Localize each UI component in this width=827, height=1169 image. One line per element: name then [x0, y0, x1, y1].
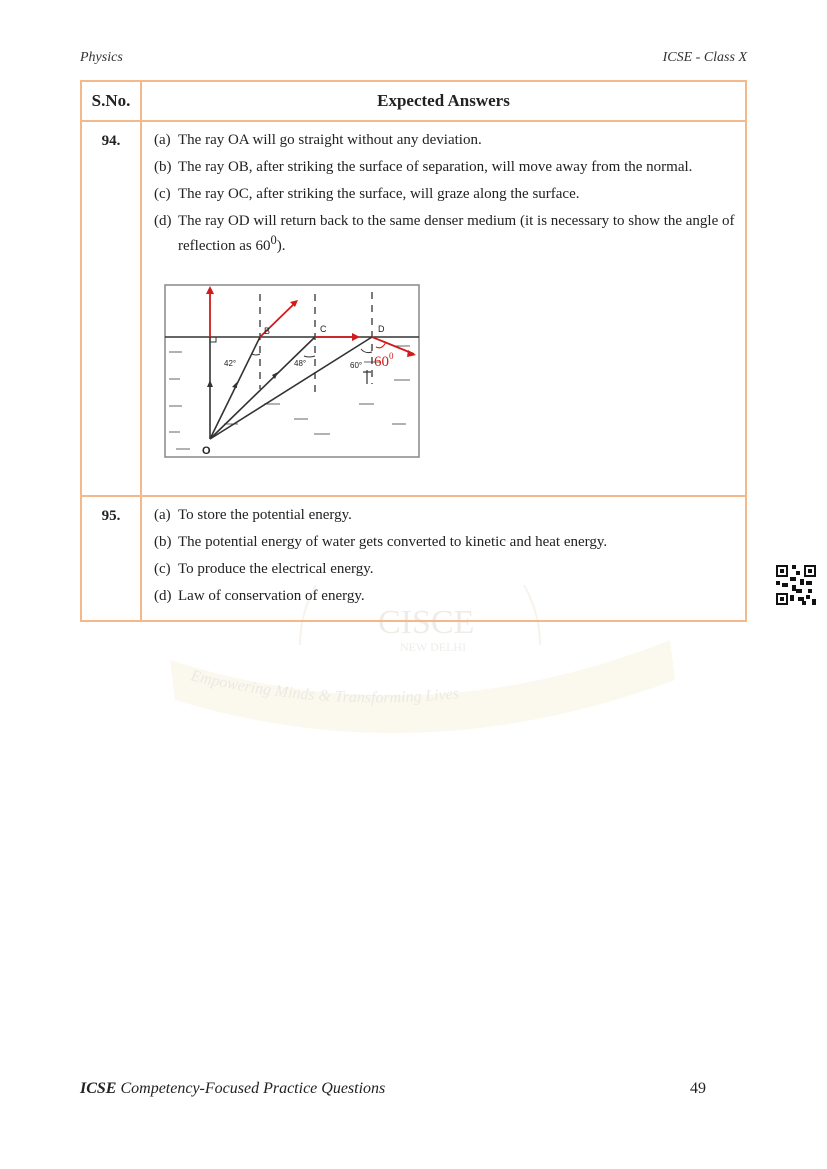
degree-superscript: 0 — [270, 233, 277, 247]
answer-item — [154, 506, 737, 525]
table-row — [81, 496, 746, 621]
running-header-class: ICSE - Class X — [662, 50, 747, 65]
label-o: O — [202, 445, 211, 457]
item-text — [178, 212, 737, 256]
item-text: Law of conservation of energy. — [178, 588, 365, 604]
item-text: To store the potential energy. — [178, 507, 352, 523]
page-number: 49 — [690, 1080, 706, 1097]
watermark-motto: Empowering Minds & Transforming Lives — [189, 667, 460, 707]
label-b: B — [264, 326, 271, 336]
question-number: 95. — [81, 496, 141, 621]
running-header-subject: Physics — [80, 50, 123, 65]
answer-item — [154, 533, 737, 552]
item-text: The ray OB, after striking the surface of separation, will move away from the normal. — [178, 159, 693, 175]
label-d: D — [378, 324, 385, 334]
item-text: The ray OC, after striking the surface, will graze along the surface. — [178, 186, 580, 202]
answer-item — [154, 185, 737, 204]
watermark-title: CISCE — [378, 604, 475, 641]
angle-label-42: 42° — [224, 359, 237, 368]
item-label: (b) — [154, 159, 172, 175]
question-number: 94. — [81, 121, 141, 496]
watermark-subtitle: NEW DELHI — [400, 640, 467, 654]
item-label: (b) — [154, 534, 172, 550]
item-text: The potential energy of water gets converted to kinetic and heat energy. — [178, 534, 608, 550]
answer-item — [154, 131, 737, 150]
expected-answers-table — [80, 80, 747, 622]
header-expected-answers: Expected Answers — [141, 81, 746, 121]
answer-item — [154, 560, 737, 579]
answer-cell — [141, 121, 746, 496]
item-text: The ray OA will go straight without any deviation. — [178, 132, 482, 148]
label-c: C — [320, 324, 327, 334]
table-row — [81, 121, 746, 496]
item-label: (a) — [154, 507, 171, 523]
angle-label-48: 48° — [294, 359, 307, 368]
item-text: To produce the electrical energy. — [178, 561, 374, 577]
diagram-frame — [165, 285, 419, 457]
angle-label-60: 60° — [350, 361, 363, 370]
answer-item — [154, 212, 737, 256]
reflection-angle-label: $60^0$ — [374, 351, 394, 370]
header-sno: S.No. — [81, 81, 141, 121]
answer-cell — [141, 496, 746, 621]
answer-item — [154, 587, 737, 606]
item-label: (c) — [154, 186, 171, 202]
refraction-diagram — [164, 284, 420, 459]
table-header-row — [81, 81, 746, 121]
item-label: (d) — [154, 213, 172, 229]
item-label: (c) — [154, 561, 171, 577]
item-text-main: The ray OD will return back to the same denser medium (it is necessary to show the angle of reflection as 60 — [178, 213, 735, 254]
item-label: (d) — [154, 588, 172, 604]
answer-item — [154, 158, 737, 177]
footer-title-rest: Competency-Focused Practice Questions — [116, 1080, 386, 1097]
footer-title-bold: ICSE — [80, 1080, 117, 1097]
item-label: (a) — [154, 132, 171, 148]
qr-code-icon[interactable] — [776, 565, 816, 605]
footer-title — [80, 1080, 385, 1098]
item-text-end: ). — [276, 238, 286, 254]
